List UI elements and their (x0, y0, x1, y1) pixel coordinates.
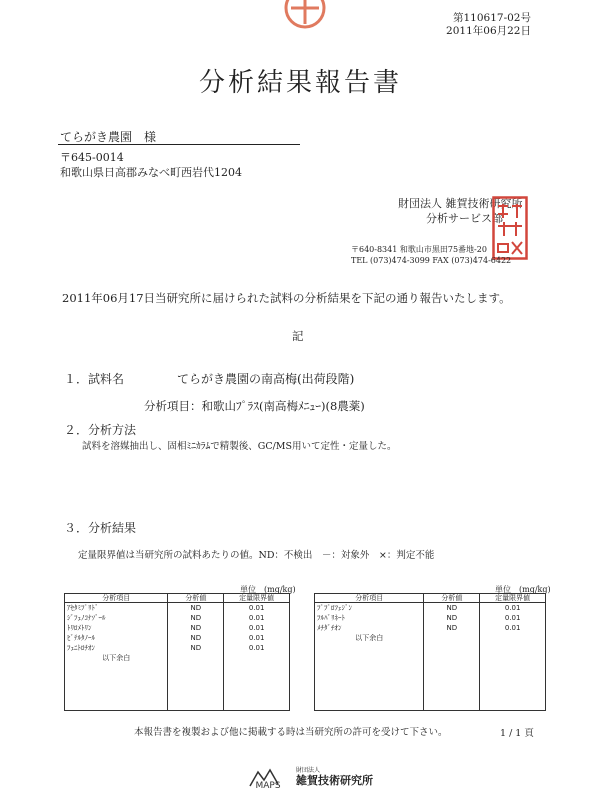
column-header-item: 分析項目 (315, 594, 424, 603)
cell-value: ND (168, 603, 224, 614)
table-row (65, 653, 290, 663)
page-number: 1 / 1 頁 (500, 728, 534, 739)
results-note: 定量限界値は当研究所の試料あたりの値。ND：不検出 －：対象外 ×：判定不能 (78, 550, 435, 561)
table-header-row (315, 594, 546, 603)
brand-name: 雑賀技術研究所 (296, 774, 373, 787)
cell-value: ND (424, 623, 480, 633)
table-row (65, 633, 290, 643)
table-row (65, 603, 290, 614)
empty-cell (168, 653, 224, 663)
empty-cell (424, 643, 480, 711)
recipient-underline (58, 144, 300, 145)
cell-value: ND (168, 623, 224, 633)
section-sample-label: １．試料名 (64, 372, 125, 386)
empty-cell (224, 663, 290, 711)
empty-cell (224, 653, 290, 663)
cell-limit: 0.01 (224, 603, 290, 614)
column-header-value: 分析値 (168, 594, 224, 603)
cell-value: ND (424, 613, 480, 623)
column-header-value: 分析値 (424, 594, 480, 603)
cell-item: ﾋﾞﾃﾙﾀﾉｰﾙ (65, 633, 168, 643)
cell-limit: 0.01 (480, 613, 546, 623)
official-seal-stamp (492, 196, 528, 260)
column-header-item: 分析項目 (65, 594, 168, 603)
table-filler-row (65, 663, 290, 711)
section-results-label: ３．分析結果 (64, 521, 137, 535)
cell-limit: 0.01 (224, 613, 290, 623)
recipient-address: 和歌山県日高郡みなべ町西岩代1204 (60, 166, 242, 179)
table-row (65, 613, 290, 623)
document-number: 第110617-02号 (453, 12, 531, 24)
empty-cell (424, 633, 480, 643)
cell-value: ND (168, 633, 224, 643)
cell-limit: 0.01 (224, 643, 290, 653)
empty-cell (315, 643, 424, 711)
issuer-phone-fax: TEL (073)474-3099 FAX (073)474-6422 (351, 256, 512, 265)
table-filler-row (315, 643, 546, 711)
maps-logo-icon (248, 766, 288, 790)
organization-logo-icon (283, 0, 327, 30)
end-marker: 以下余白 (315, 633, 424, 643)
results-table-left (64, 593, 290, 711)
table-header-row (65, 594, 290, 603)
empty-cell (480, 643, 546, 711)
empty-cell (480, 633, 546, 643)
issuer-address: 〒640-8341 和歌山市黒田75番地-20 (351, 245, 487, 254)
cell-value: ND (424, 603, 480, 614)
table-row (315, 623, 546, 633)
cell-limit: 0.01 (224, 623, 290, 633)
cell-limit: 0.01 (224, 633, 290, 643)
cell-limit: 0.01 (480, 603, 546, 614)
intro-text: 2011年06月17日当研究所に届けられた試料の分析結果を下記の通り報告いたします。 (62, 291, 511, 305)
section-method-text: 試料を溶媒抽出し、固相ﾐﾆｶﾗﾑで精製後、GC/MS用いて定性・定量した。 (82, 441, 397, 452)
cell-value: ND (168, 643, 224, 653)
table-row (315, 603, 546, 614)
document-date: 2011年06月22日 (446, 25, 531, 37)
analysis-item: 分析項目：和歌山ﾌﾟﾗｽ(南高梅ﾒﾆｭｰ)(8農薬) (144, 399, 365, 413)
cell-item: ﾌﾙﾊﾞﾘﾈｰﾄ (315, 613, 424, 623)
cell-limit: 0.01 (480, 623, 546, 633)
recipient-postal-code: 〒645-0014 (60, 151, 124, 164)
results-table-right (314, 593, 546, 711)
section-sample-value: てらがき農園の南高梅(出荷段階) (177, 372, 355, 386)
cell-item: ﾌｪﾆﾄﾛﾁｵﾝ (65, 643, 168, 653)
maps-logo-text: MAPS (255, 781, 281, 790)
table-row (65, 643, 290, 653)
cell-item: ﾄﾘﾛﾒﾄﾘﾝ (65, 623, 168, 633)
column-header-limit: 定量限界値 (480, 594, 546, 603)
section-method-label: ２．分析方法 (64, 423, 137, 437)
cell-value: ND (168, 613, 224, 623)
cell-item: ﾒﾁﾀﾞﾁｵﾝ (315, 623, 424, 633)
cell-item: ﾌﾟﾌﾟﾛﾌｪｼﾞﾝ (315, 603, 424, 614)
page-title: 分析結果報告書 (198, 68, 402, 98)
cell-item: ｱｾﾀﾐﾌﾟﾘﾄﾞ (65, 603, 168, 614)
unit-label-left: 単位 (mg/kg) (240, 585, 296, 594)
document-header-meta (446, 12, 531, 38)
unit-label-right: 単位 (mg/kg) (495, 585, 551, 594)
table-row (315, 633, 546, 643)
empty-cell (168, 663, 224, 711)
brand-prefix: 財団法人 (296, 767, 321, 774)
ki-heading: 記 (292, 329, 304, 343)
table-row (315, 613, 546, 623)
column-header-limit: 定量限界値 (224, 594, 290, 603)
table-row (65, 623, 290, 633)
recipient-name: てらがき農園 様 (60, 130, 157, 144)
end-marker: 以下余白 (65, 653, 168, 663)
cell-item: ｼﾞﾌｪﾉｺﾅｿﾞｰﾙ (65, 613, 168, 623)
issuer-organization: 財団法人 雑賀技術研究所 (398, 197, 523, 210)
empty-cell (65, 663, 168, 711)
copyright-notice: 本報告書を複製および他に掲載する時は当研究所の許可を受けて下さい。 (134, 727, 448, 738)
issuer-department: 分析サービス部 (426, 212, 503, 225)
